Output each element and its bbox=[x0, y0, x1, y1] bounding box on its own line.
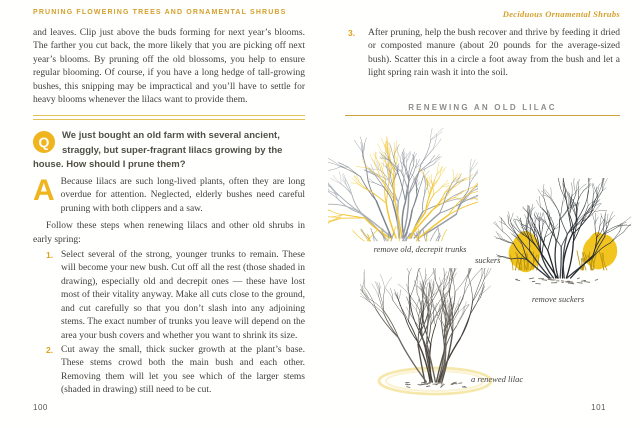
right-running-header: Deciduous Ornamental Shrubs bbox=[502, 9, 620, 19]
question-block bbox=[33, 129, 305, 172]
steps-list bbox=[33, 249, 305, 397]
left-page bbox=[33, 0, 305, 428]
answer-icon: A bbox=[33, 174, 55, 208]
left-running-header: PRUNING FLOWERING TREES AND ORNAMENTAL SHRUBS bbox=[33, 9, 287, 16]
intro-paragraph: and leaves. Clip just above the buds forming for next year’s blooms. The farther you cut back, the more likely that you are picking off next year’s blooms. By pruning off the old blossoms, you help to ensure regular blooming. Of course, if you have a long hedge of tall-growing bushes, this snipping may be impractical and you’ll have to settle for heavy blooms whenever the lilacs want to provide them. bbox=[33, 28, 305, 106]
right-page-number: 101 bbox=[591, 403, 606, 412]
step-item-2 bbox=[46, 344, 305, 398]
question-icon: Q bbox=[33, 131, 55, 153]
figure-title: RENEWING AN OLD LILAC bbox=[345, 103, 620, 116]
step-number: 1. bbox=[46, 250, 54, 261]
step-text: Select several of the strong, younger trunks to remain. These will become your new bush. Cut off all the rest (those shaded in drawing), especially old and decrepit ones — these have lost most of their vitality anyway. Make all cuts close to the ground, and cut carefully so that you don’t slash into any adjoining stems. The exact number of trunks you leave will depend on the area your bush covers and whether you want to shrink its size. bbox=[61, 250, 305, 341]
step-number: 2. bbox=[46, 344, 54, 355]
renewing-lilac-figure bbox=[325, 125, 640, 415]
right-page-text-column bbox=[348, 27, 620, 82]
caption-renewed-lilac: a renewed lilac bbox=[471, 374, 524, 384]
answer-block bbox=[33, 176, 305, 216]
step-text: Cut away the small, thick sucker growth at the plant’s base. These stems crowd both the main bush and each other. Removing them will let you see which of the larger stems (shaded in drawing) still need to be cut. bbox=[61, 344, 305, 396]
answer-text: Because lilacs are such long-lived plants, often they are long overdue for attention. Neglected, elderly bushes need careful pruning with both clippers and a saw. bbox=[60, 177, 305, 214]
question-text: We just bought an old farm with several ancient, straggly, but super-fragrant lilacs growing by the house. How should I prune them? bbox=[33, 130, 283, 170]
old-lilac-illustration bbox=[328, 128, 478, 245]
answer-follow-up: Follow these steps when renewing lilacs and other old shrubs in early spring: bbox=[33, 221, 305, 245]
left-page-text-column bbox=[33, 27, 305, 399]
section-divider-rule bbox=[33, 115, 305, 120]
step-item-3 bbox=[348, 27, 620, 81]
caption-remove-suckers: remove suckers bbox=[531, 294, 585, 304]
step-item-1 bbox=[46, 249, 305, 343]
step-number: 3. bbox=[348, 28, 356, 38]
left-page-number: 100 bbox=[33, 403, 48, 412]
label-suckers: suckers bbox=[475, 255, 501, 265]
step-text: After pruning, help the bush recover and thrive by feeding it dried or composted manure (about 20 pounds for the average-sized bush). Scatter this in a circle a foot away from the bush and let a light spring rain wash it into the soil. bbox=[368, 28, 620, 79]
caption-remove-trunks: remove old, decrepit trunks bbox=[373, 244, 467, 254]
